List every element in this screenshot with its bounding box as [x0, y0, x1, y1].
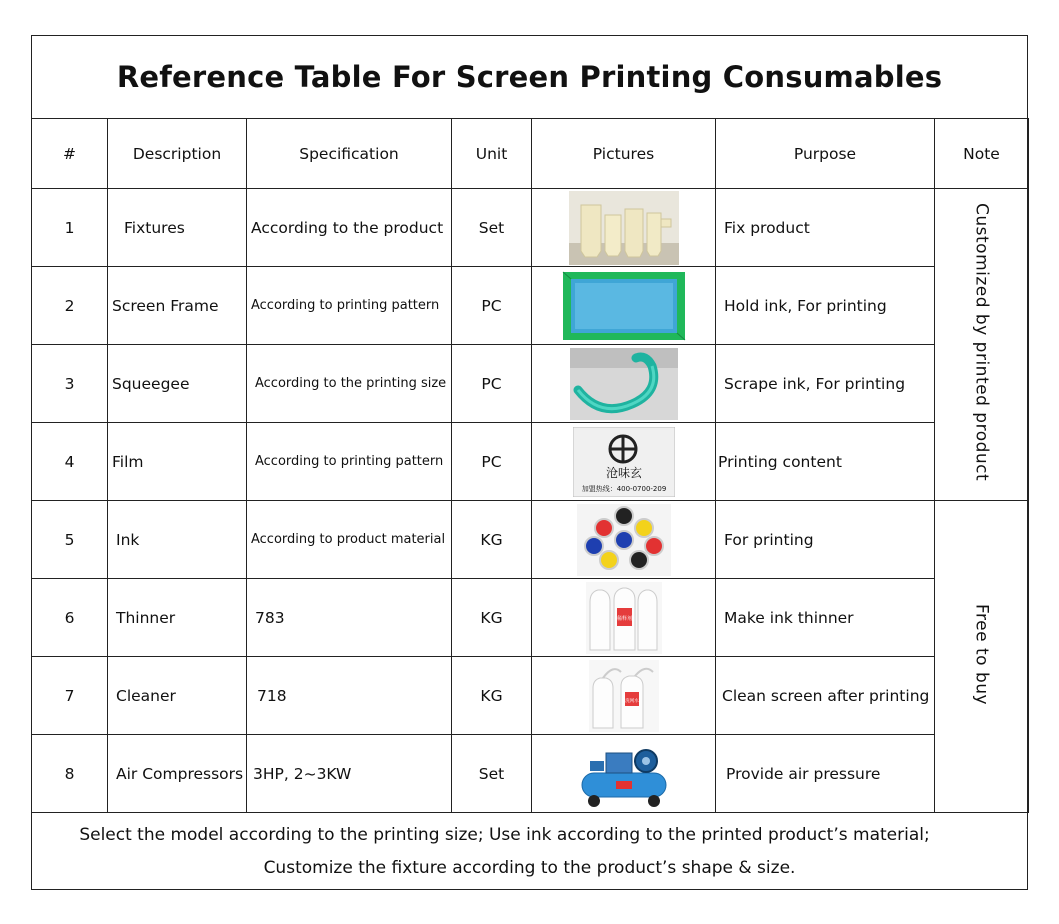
row-unit: KG — [452, 579, 532, 657]
row-description: Ink — [108, 501, 247, 579]
row-unit: PC — [452, 423, 532, 501]
row-description: Squeegee — [108, 345, 247, 423]
row-num: 1 — [32, 189, 108, 267]
header-description: Description — [108, 119, 247, 189]
note-customized-text: Customized by printed product — [971, 203, 992, 482]
consumables-table — [31, 118, 1029, 813]
table-row — [32, 345, 1029, 423]
header-pictures: Pictures — [532, 119, 716, 189]
row-purpose: Make ink thinner — [716, 579, 935, 657]
reference-sheet — [31, 35, 1028, 890]
row-num: 3 — [32, 345, 108, 423]
row-unit: Set — [452, 735, 532, 813]
row-specification: 718 — [247, 657, 452, 735]
row-unit: KG — [452, 657, 532, 735]
screen-frame-photo — [532, 267, 716, 345]
air-compressor-photo — [532, 735, 716, 813]
header-num: # — [32, 119, 108, 189]
row-specification: According to printing pattern — [247, 267, 452, 345]
row-num: 7 — [32, 657, 108, 735]
note-customized — [935, 189, 1029, 501]
cleaner-photo — [532, 657, 716, 735]
row-description: Fixtures — [108, 189, 247, 267]
header-specification: Specification — [247, 119, 452, 189]
row-unit: PC — [452, 267, 532, 345]
cleaner-label: 洗网水 — [624, 698, 639, 704]
footer-line-2: Customize the fixture according to the product’s shape & size. — [263, 857, 796, 878]
row-description: Thinner — [108, 579, 247, 657]
row-specification: According to the product — [247, 189, 452, 267]
row-specification: According to the printing size — [247, 345, 452, 423]
ink-photo — [532, 501, 716, 579]
header-unit: Unit — [452, 119, 532, 189]
footer-note — [32, 813, 1027, 890]
table-row — [32, 657, 1029, 735]
row-unit: KG — [452, 501, 532, 579]
table-row — [32, 579, 1029, 657]
header-row — [32, 119, 1029, 189]
row-num: 6 — [32, 579, 108, 657]
row-num: 8 — [32, 735, 108, 813]
row-purpose: Scrape ink, For printing — [716, 345, 935, 423]
row-purpose: Printing content — [716, 423, 935, 501]
header-note: Note — [935, 119, 1029, 189]
film-phone: 加盟热线：400-0700-209 — [581, 484, 666, 493]
row-description: Cleaner — [108, 657, 247, 735]
thinner-label: 稀释剂 — [616, 615, 632, 622]
row-specification: 3HP, 2~3KW — [247, 735, 452, 813]
fixtures-photo — [532, 189, 716, 267]
squeegee-photo — [532, 345, 716, 423]
row-num: 2 — [32, 267, 108, 345]
thinner-photo — [532, 579, 716, 657]
note-free — [935, 501, 1029, 813]
table-row — [32, 423, 1029, 501]
row-description: Film — [108, 423, 247, 501]
row-purpose: Clean screen after printing — [716, 657, 935, 735]
header-purpose: Purpose — [716, 119, 935, 189]
row-description: Air Compressors — [108, 735, 247, 813]
row-specification: According to printing pattern — [247, 423, 452, 501]
table-row — [32, 501, 1029, 579]
row-purpose: Provide air pressure — [716, 735, 935, 813]
row-num: 5 — [32, 501, 108, 579]
footer-line-1: Select the model according to the printing size; Use ink according to the printed product’s material; — [79, 824, 930, 845]
table-row — [32, 267, 1029, 345]
film-label: 沧味玄 — [605, 465, 642, 480]
row-purpose: Fix product — [716, 189, 935, 267]
row-specification: According to product material — [247, 501, 452, 579]
row-unit: Set — [452, 189, 532, 267]
note-free-text: Free to buy — [971, 603, 992, 706]
row-purpose: For printing — [716, 501, 935, 579]
row-unit: PC — [452, 345, 532, 423]
row-specification: 783 — [247, 579, 452, 657]
table-row — [32, 189, 1029, 267]
row-purpose: Hold ink, For printing — [716, 267, 935, 345]
table-row — [32, 735, 1029, 813]
row-description: Screen Frame — [108, 267, 247, 345]
page-title: Reference Table For Screen Printing Consumables — [116, 60, 943, 94]
row-num: 4 — [32, 423, 108, 501]
film-photo — [532, 423, 716, 501]
